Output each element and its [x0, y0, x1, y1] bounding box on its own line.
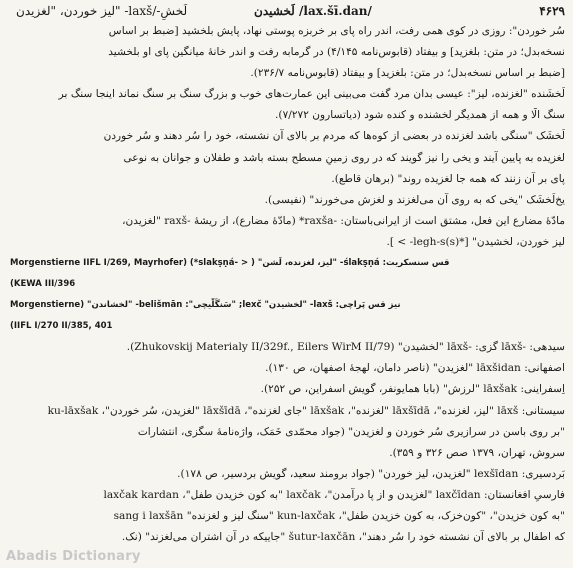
- entry-line: لَخشَنده "لغزنده، لیز": عیسی بدان مرد گفت می‌بینی این عمارت‌های خوب و بزرگ سنگ بر سنگ نماند اینجا سنگ بر: [58, 88, 565, 100]
- entry-line: فارسیِ افغانستان: laxčīdan "لغزیدن و از پا درآمدن"، laxčak "به کون خزیدن طفل"، laxčak kardan: [103, 489, 565, 501]
- entry-line: لَخشَک "سنگی باشد لغزنده در بعضی از کوه‌ها که مردم بر بالای آن نشسته، خود را سُر دهند و سُر خوردن: [103, 130, 565, 142]
- page-header: [6, 4, 567, 22]
- entry-line: سیستانی: lāxš "لیز، لغزنده"، lāxšīdā "لغزنده"، lāxšak "جای لغزنده"، lāxšīdā "لغزیدن، سُر خوردن"، ku-lāxšak: [47, 405, 565, 417]
- header-lemma: لَخشیدن /lax.šī.dan/: [254, 4, 372, 18]
- entry-line: بَردسیری: lexšīdan "لغزیدن، لیز خوردن" (جواد برومند سعید، گویش بردسیر، ص ۱۷۸).: [177, 468, 565, 480]
- entry-line: [ضبط بر اساس نسخه‌بدل؛ در متن: بلغزید] و بیفتاد (قابوس‌نامه ۲۳۶/۷).: [250, 67, 565, 79]
- entry-line: یخ‌لَخشَک "یخی که به روی آن می‌لغزند و لغزش می‌خورند" (نفیسی).: [264, 194, 565, 206]
- entry-line: Morgenstierne) "لخشاندن" -belišmān :"سَنگَلّیچی" ;lexč "لخشیدن" -laxš :نیز قس پَراچی: [10, 300, 401, 310]
- entry-line: Morgenstierne IIFL I/269, Mayrhofer) (*slakṣṇá- > ) "لیز، لغزنده، لَشن" -ślakṣṇá :قس سنسکریت: [10, 258, 450, 268]
- entry-line: "به کون خزیدن"، "کون‌خزک، به کون خزیدن طفل"، kun-laxčak "سنگ لیز و لغزنده" sang i laxšān: [113, 510, 565, 522]
- entry-line: پای بر آن زنند که همه جا لغزیده روند" (برهان قاطع).: [331, 173, 565, 185]
- entry-line: نسخه‌بدل؛ در متن: بلغزید] و بیفتاد (قابوس‌نامه ۴/۱۴۵) در گرمابه رفت و اندر خانهٔ میانگین پای او بلخشید: [108, 46, 565, 58]
- entry-line: "بر روی باسن در سرازیری سُر خوردن و لغزیدن" (جواد محمّدی خَمَک، واژه‌نامهٔ سگزی، انتشارات: [137, 426, 565, 438]
- watermark: Abadis Dictionary: [6, 549, 141, 564]
- entry-line: که اطفال بر بالای آن نشسته خود را سُر دهند"، šutur-laxčān "جاییکه در آن اشتران می‌لغزند" (نک.: [121, 531, 565, 543]
- entry-line: لیز خوردن، لخشیدن" [*(s)legh-s- > ].: [386, 236, 565, 248]
- entry-line: اصفهانی: lāxšidan "لغزیدن" (ناصر دامان، لهجهٔ اصفهان، ص ۱۳۰).: [265, 362, 565, 374]
- page-number: ۴۶۲۹: [539, 4, 565, 18]
- entry-line: سیدهی: -lāxš گزی: -lāxš "لخشیدن" (Zhukovskij Materialy II/329f., Eilers WirM II/79).: [126, 341, 565, 353]
- header-gloss: لیز خوردن، "لغزیدن" -laxš/-لَخشِ: [16, 4, 188, 18]
- entry-line: سنگ الّا و همه از همدیگر لخشنده و کنده شود (دیاتسارون ۷/۲۷۲).: [275, 109, 565, 121]
- entry-line: مادّهٔ مضارع این فعل، مشتق است از ایرانی‌باستان: -raxša* (مادّهٔ مضارع)، از ریشهٔ -raxš "لغزیدن،: [122, 215, 565, 227]
- entry-line: سروش، تهران، ۱۳۷۹ صص ۳۲۶ و ۳۵۹).: [389, 447, 565, 459]
- entry-line: سُر خوردن": روزی در کوی همی رفت، اندر راه پای بر خربزه پوستی نهاد، پایش بلخشید [ضبط بر اساس: [108, 25, 565, 37]
- entry-line: (KEWA III/396: [10, 279, 76, 289]
- entry-line: اِسفراینی: lāxšak "لرزش" (بابا همایونفر، گویش اسفراین، ص ۲۵۲).: [260, 383, 565, 395]
- entry-line: (IIFL I/270 II/385, 401: [10, 321, 113, 331]
- entry-line: لغزیده به پایین آیند و یخی را نیز گویند که در روی زمینِ مسطح بسته باشد و طفلان و جوانان به نوعی: [123, 152, 565, 164]
